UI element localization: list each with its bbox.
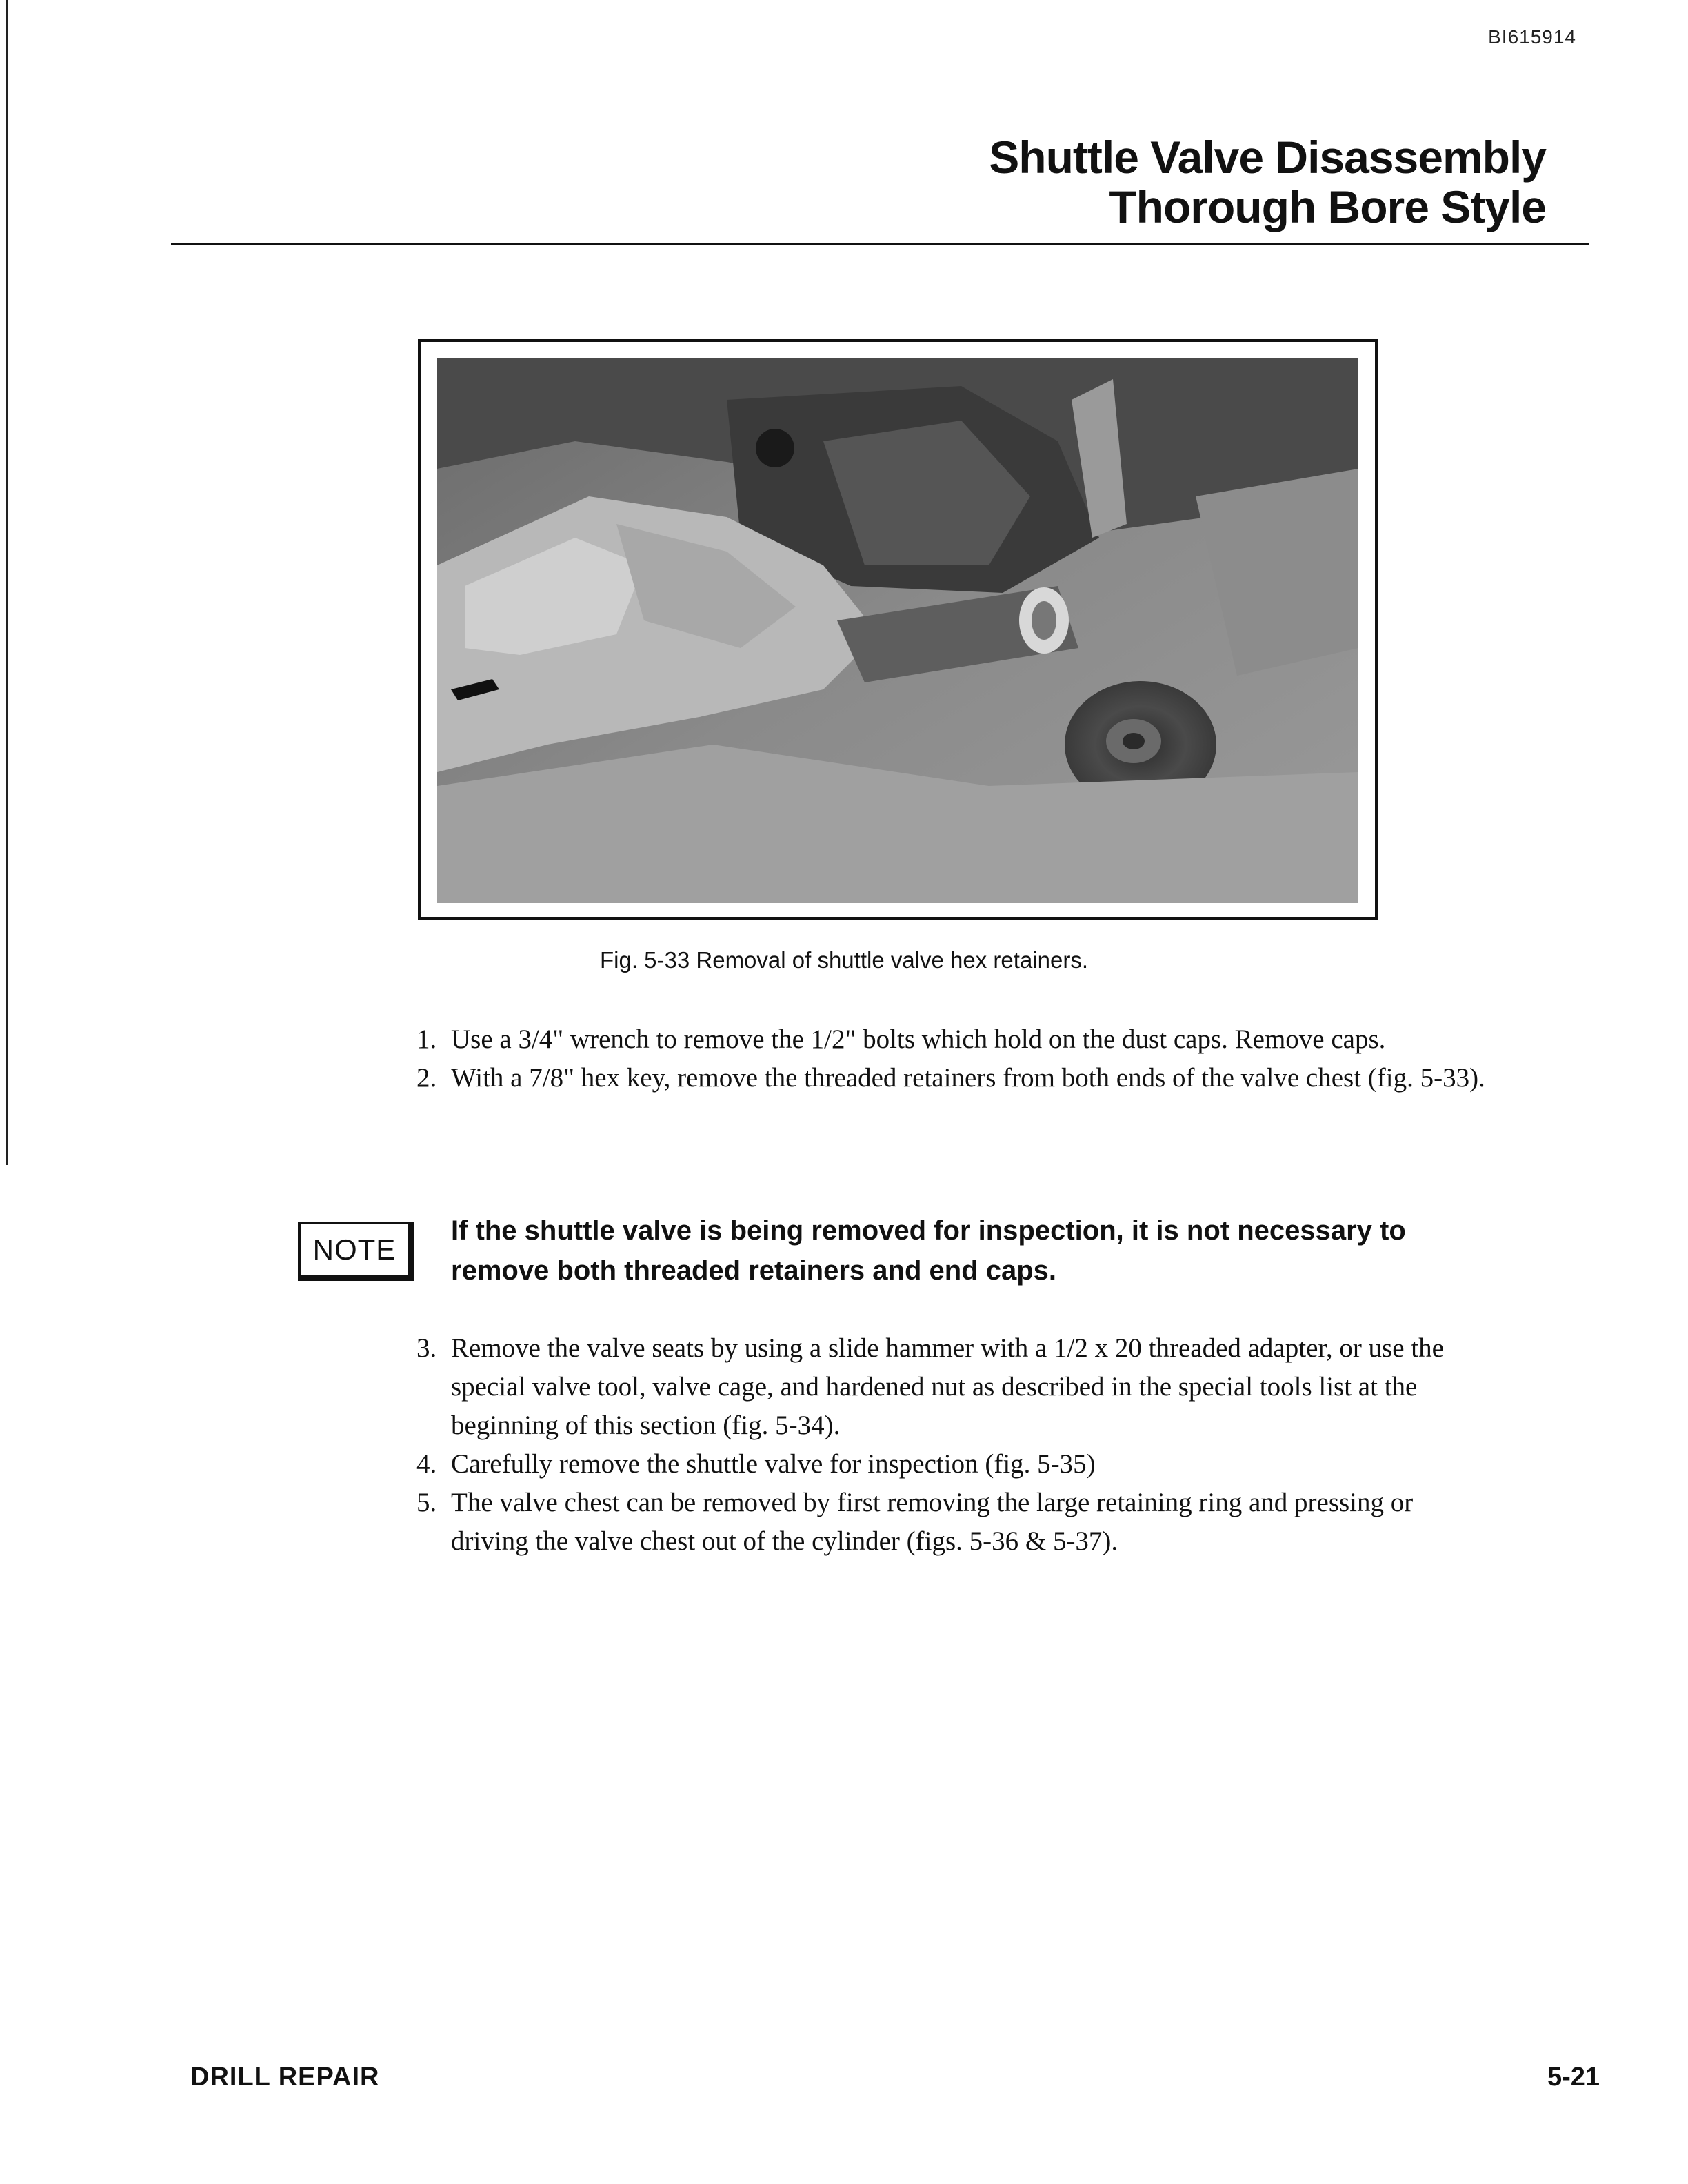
page-title-line-1: Shuttle Valve Disassembly bbox=[989, 132, 1546, 183]
step-text: Use a 3/4" wrench to remove the 1/2" bolts which hold on the dust caps. Remove caps. bbox=[451, 1024, 1386, 1054]
step-number: 4. bbox=[416, 1449, 437, 1479]
procedure-steps-1-2 bbox=[416, 1020, 1492, 1098]
note-label-box: NOTE bbox=[298, 1222, 414, 1281]
step-number: 2. bbox=[416, 1063, 437, 1093]
list-item bbox=[416, 1059, 1492, 1098]
step-number: 5. bbox=[416, 1488, 437, 1517]
step-text: With a 7/8" hex key, remove the threaded retainers from both ends of the valve chest (fig. 5-33). bbox=[451, 1063, 1485, 1093]
shuttle-valve-photo bbox=[437, 358, 1358, 903]
page-title-line-2: Thorough Bore Style bbox=[1109, 181, 1546, 232]
step-text: The valve chest can be removed by first removing the large retaining ring and pressing or driving the valve chest out of the cylinder (figs. 5-36 & 5-37). bbox=[451, 1488, 1414, 1556]
step-text: Remove the valve seats by using a slide hammer with a 1/2 x 20 threaded adapter, or use the special valve tool, valve cage, and hardened nut as described in the special tools list at the beginning of this section (fig. 5-34). bbox=[451, 1333, 1444, 1440]
page-title bbox=[989, 132, 1546, 232]
page-number: 5-21 bbox=[1547, 2063, 1600, 2092]
step-number: 1. bbox=[416, 1024, 437, 1054]
step-text: Carefully remove the shuttle valve for inspection (fig. 5-35) bbox=[451, 1449, 1096, 1479]
left-margin-rule bbox=[6, 0, 8, 1165]
step-number: 3. bbox=[416, 1333, 437, 1363]
note-text: If the shuttle valve is being removed for inspection, it is not necessary to remove both threaded retainers and end caps. bbox=[451, 1215, 1406, 1286]
list-item bbox=[416, 1020, 1492, 1059]
figure-caption: Fig. 5-33 Removal of shuttle valve hex retainers. bbox=[599, 947, 1088, 973]
list-item bbox=[416, 1329, 1492, 1445]
figure-frame bbox=[418, 339, 1378, 920]
list-item bbox=[416, 1484, 1492, 1561]
list-item bbox=[416, 1445, 1492, 1484]
footer-section-title: DRILL REPAIR bbox=[190, 2063, 380, 2092]
title-divider bbox=[171, 243, 1589, 245]
document-id: BI615914 bbox=[1488, 26, 1576, 48]
procedure-steps-3-5 bbox=[416, 1329, 1492, 1561]
